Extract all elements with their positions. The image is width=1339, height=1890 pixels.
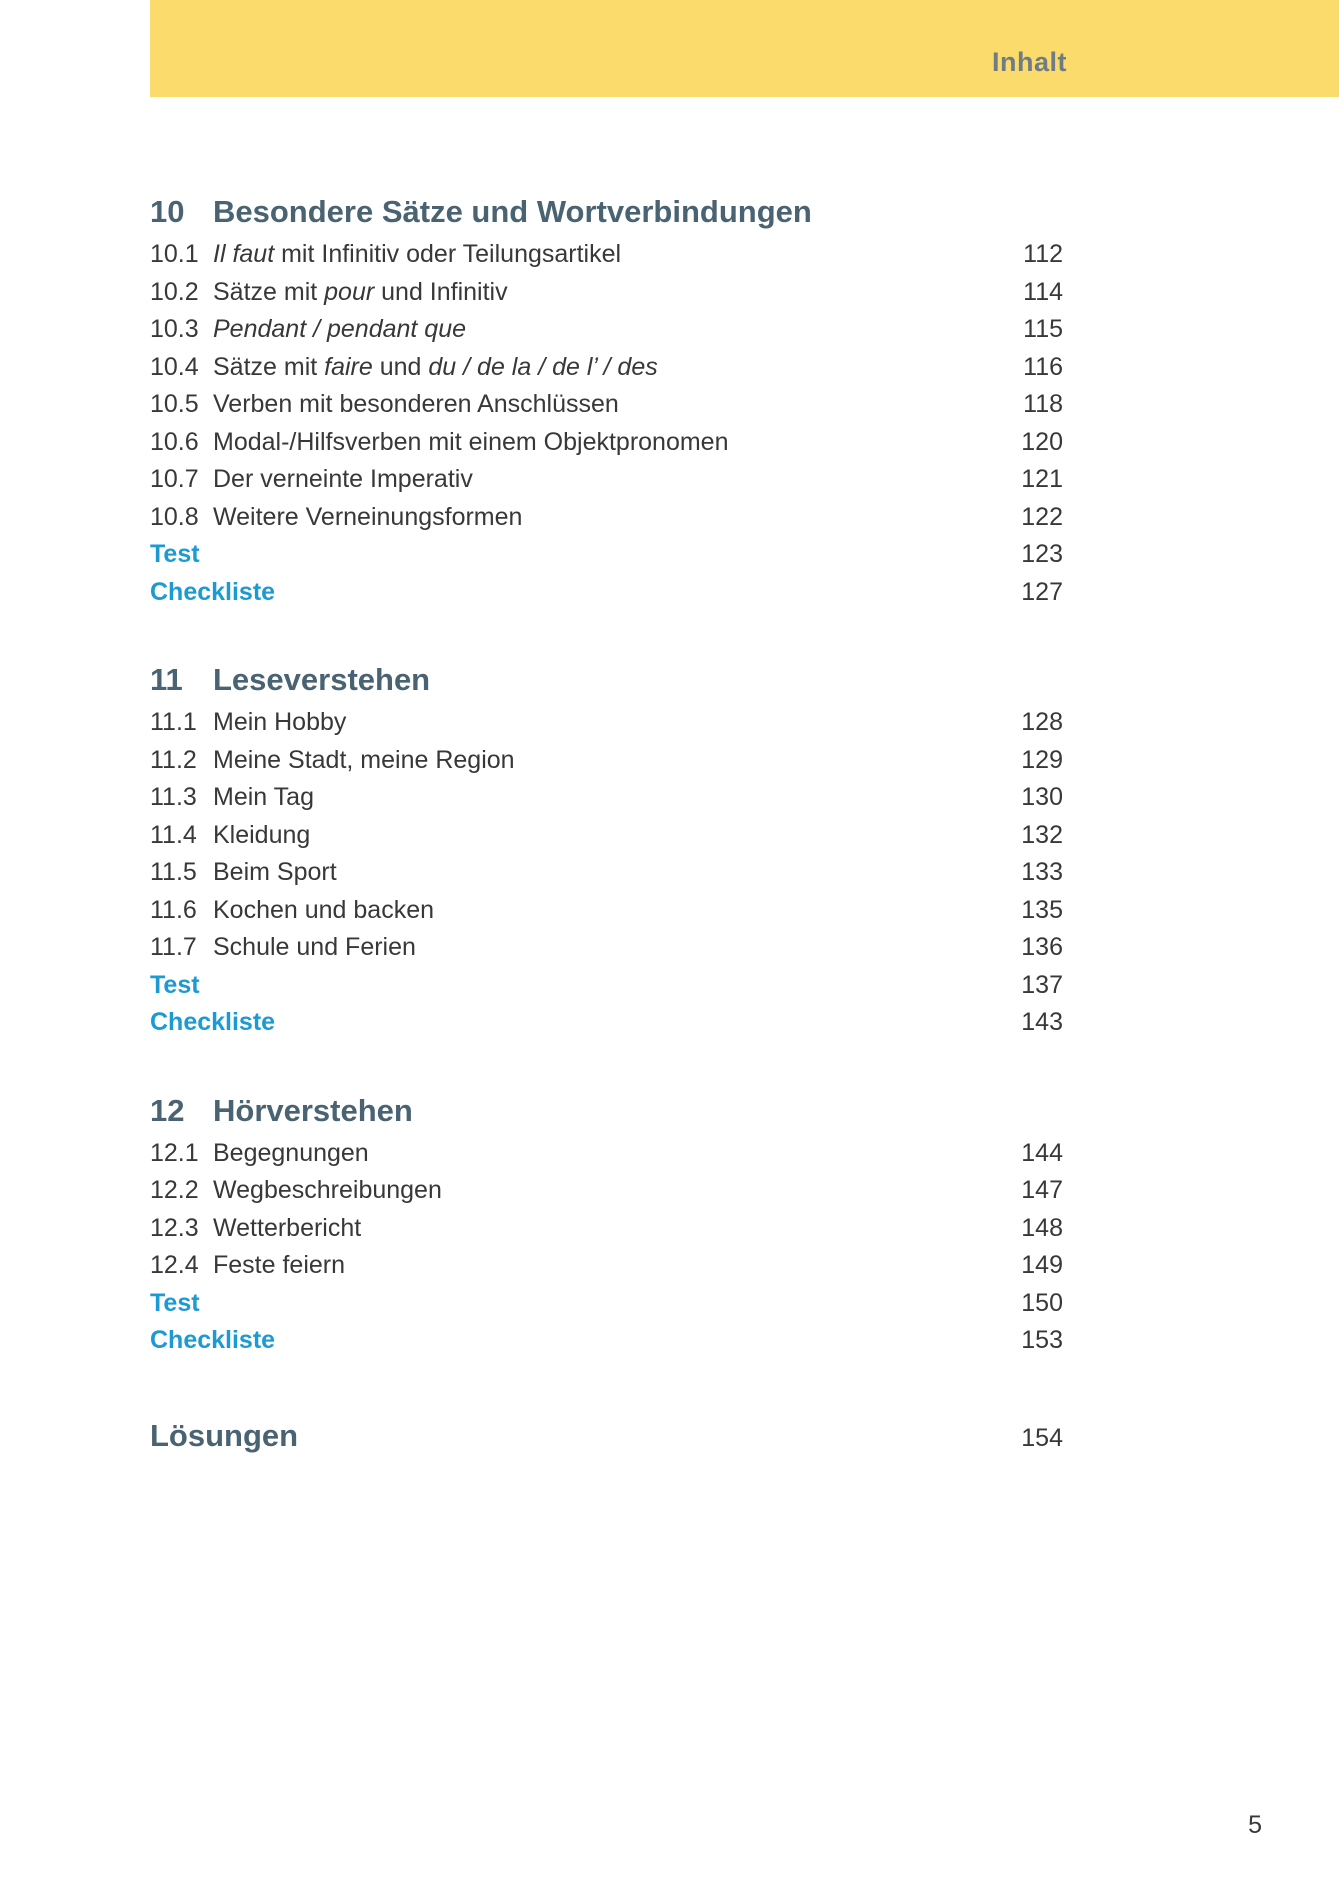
toc-entry-row <box>150 349 1063 387</box>
toc-entry-row <box>150 424 1063 462</box>
entry-title <box>213 742 1021 780</box>
entry-title-italic-part: du / de la / de l’ / des <box>428 352 658 381</box>
entry-title <box>213 779 1021 817</box>
entry-number: 11.3 <box>150 783 197 811</box>
toc-entry-row <box>150 779 1063 817</box>
entry-number: 11.5 <box>150 858 197 886</box>
toc-entry-row <box>150 892 1063 930</box>
entry-page: 129 <box>1021 745 1063 774</box>
entry-title-part: Mein Hobby <box>213 708 347 736</box>
entry-page: 121 <box>1021 465 1063 493</box>
entry-title <box>213 892 1021 930</box>
header-band <box>150 0 1339 97</box>
entry-title-part: Kleidung <box>213 820 311 849</box>
entry-title-part: Beim Sport <box>213 858 337 886</box>
entry-title-part: Meine Stadt, meine Region <box>213 745 515 774</box>
entry-page: 135 <box>1021 895 1063 924</box>
entry-title <box>213 1210 1021 1248</box>
final-section-title: Lösungen <box>150 1417 299 1453</box>
extra-page: 137 <box>1021 970 1063 999</box>
extra-page: 153 <box>1021 1326 1063 1354</box>
section-title: Hörverstehen <box>213 1092 413 1128</box>
toc-entry-row <box>150 854 1063 892</box>
entry-title <box>213 929 1021 967</box>
section-number: 12 <box>150 1092 185 1128</box>
extra-label: Checkliste <box>150 577 276 606</box>
toc-entry-row <box>150 1210 1063 1248</box>
entry-title <box>213 704 1021 742</box>
extra-label: Checkliste <box>150 1008 276 1036</box>
entry-number: 11.7 <box>150 933 197 961</box>
extra-label: Test <box>150 970 200 999</box>
entry-page: 128 <box>1021 708 1063 736</box>
section-extra-test-row <box>150 967 1063 1005</box>
entry-title-part: Verben mit besonderen Anschlüssen <box>213 390 619 418</box>
extra-page: 150 <box>1021 1288 1063 1317</box>
entry-page: 149 <box>1021 1251 1063 1279</box>
toc-entry-row <box>150 742 1063 780</box>
entry-title <box>213 236 1023 274</box>
extra-page: 127 <box>1021 577 1063 606</box>
entry-title-part: und <box>372 352 429 381</box>
entry-page: 136 <box>1021 933 1063 961</box>
entry-page: 133 <box>1021 858 1063 886</box>
entry-page: 115 <box>1023 315 1063 343</box>
entry-number: 10.6 <box>150 427 199 456</box>
toc-entry-row <box>150 499 1063 537</box>
section-extra-checkliste-row <box>150 574 1063 612</box>
toc-content <box>150 97 1063 1457</box>
entry-title <box>213 1247 1021 1285</box>
entry-title <box>213 1172 1021 1210</box>
entry-title <box>213 386 1023 424</box>
section-extra-test-row <box>150 536 1063 574</box>
section-title: Besondere Sätze und Wortverbindungen <box>213 194 812 229</box>
toc-final-row <box>150 1415 1063 1457</box>
entry-number: 11.1 <box>150 708 197 736</box>
entry-page: 148 <box>1021 1213 1063 1242</box>
entry-title <box>213 854 1021 892</box>
final-section-page: 154 <box>1021 1423 1063 1452</box>
toc-entry-row <box>150 461 1063 499</box>
entry-page: 122 <box>1021 502 1063 531</box>
entry-number: 11.2 <box>150 745 197 774</box>
extra-page: 123 <box>1021 540 1063 568</box>
entry-title-part: Sätze mit <box>213 277 325 306</box>
toc-entry-row <box>150 929 1063 967</box>
section-extra-checkliste-row <box>150 1322 1063 1360</box>
entry-page: 112 <box>1023 240 1063 268</box>
toc-section-12 <box>150 1090 1063 1360</box>
entry-page: 144 <box>1021 1138 1063 1167</box>
entry-number: 12.2 <box>150 1176 199 1204</box>
section-heading <box>150 659 1063 701</box>
entry-title <box>213 274 1023 312</box>
section-extra-checkliste-row <box>150 1004 1063 1042</box>
section-number: 11 <box>150 662 183 697</box>
entry-title-part: Der verneinte Imperativ <box>213 465 473 493</box>
entry-number: 11.4 <box>150 820 197 849</box>
entry-page: 120 <box>1021 427 1063 456</box>
toc-entry-row <box>150 817 1063 855</box>
entry-number: 10.2 <box>150 277 199 306</box>
toc-section-11 <box>150 659 1063 1042</box>
entry-number: 12.3 <box>150 1213 199 1242</box>
entry-title <box>213 817 1021 855</box>
section-title: Leseverstehen <box>213 662 431 697</box>
page-number: 5 <box>1248 1811 1262 1839</box>
entry-page: 114 <box>1023 277 1063 306</box>
entry-page: 132 <box>1021 820 1063 849</box>
entry-title-italic-part: pour <box>324 277 375 306</box>
entry-title <box>213 499 1021 537</box>
section-heading <box>150 191 1063 233</box>
entry-page: 118 <box>1023 390 1063 418</box>
extra-label: Test <box>150 540 200 568</box>
entry-title <box>213 311 1023 349</box>
entry-number: 10.4 <box>150 352 199 381</box>
toc-entry-row <box>150 1247 1063 1285</box>
entry-number: 10.8 <box>150 502 199 531</box>
entry-page: 130 <box>1021 783 1063 811</box>
extra-label: Checkliste <box>150 1326 276 1354</box>
entry-title-part: Weitere Verneinungsformen <box>213 502 523 531</box>
entry-title-italic-part: Pendant / pendant que <box>213 315 467 343</box>
entry-number: 10.3 <box>150 315 199 343</box>
entry-number: 10.1 <box>150 240 199 268</box>
entry-page: 147 <box>1021 1176 1063 1204</box>
entry-number: 10.7 <box>150 465 199 493</box>
entry-title-part: mit Infinitiv oder Teilungsartikel <box>274 240 622 268</box>
toc-entry-row <box>150 274 1063 312</box>
entry-title-part: Schule und Ferien <box>213 933 416 961</box>
entry-number: 12.4 <box>150 1251 199 1279</box>
entry-title <box>213 461 1021 499</box>
entry-title-italic-part: faire <box>324 352 373 381</box>
toc-entry-row <box>150 704 1063 742</box>
entry-title-part: Wetterbericht <box>213 1213 362 1242</box>
entry-title-part: Sätze mit <box>213 352 325 381</box>
entry-title-part: Kochen und backen <box>213 895 435 924</box>
section-number: 10 <box>150 194 185 229</box>
entry-title-part: Feste feiern <box>213 1251 346 1279</box>
extra-label: Test <box>150 1288 200 1317</box>
toc-entry-row <box>150 311 1063 349</box>
header-title: Inhalt <box>992 46 1067 77</box>
toc-sections <box>150 191 1063 1360</box>
entry-title <box>213 1135 1021 1173</box>
entry-title <box>213 424 1021 462</box>
entry-title <box>213 349 1023 387</box>
entry-title-part: und Infinitiv <box>374 277 508 306</box>
entry-title-part: Mein Tag <box>213 783 314 811</box>
toc-entry-row <box>150 386 1063 424</box>
entry-title-part: Modal-/Hilfsverben mit einem Objektpronomen <box>213 427 729 456</box>
entry-title-part: Begegnungen <box>213 1138 369 1167</box>
entry-number: 12.1 <box>150 1138 199 1167</box>
toc-entry-row <box>150 1172 1063 1210</box>
toc-section-10 <box>150 191 1063 611</box>
entry-number: 11.6 <box>150 895 197 924</box>
entry-title-italic-part: Il faut <box>213 240 275 268</box>
section-heading <box>150 1090 1063 1132</box>
entry-page: 116 <box>1023 352 1063 381</box>
toc-entry-row <box>150 1135 1063 1173</box>
entry-number: 10.5 <box>150 390 199 418</box>
extra-page: 143 <box>1021 1008 1063 1036</box>
section-extra-test-row <box>150 1285 1063 1323</box>
toc-entry-row <box>150 236 1063 274</box>
entry-title-part: Wegbeschreibungen <box>213 1176 442 1204</box>
